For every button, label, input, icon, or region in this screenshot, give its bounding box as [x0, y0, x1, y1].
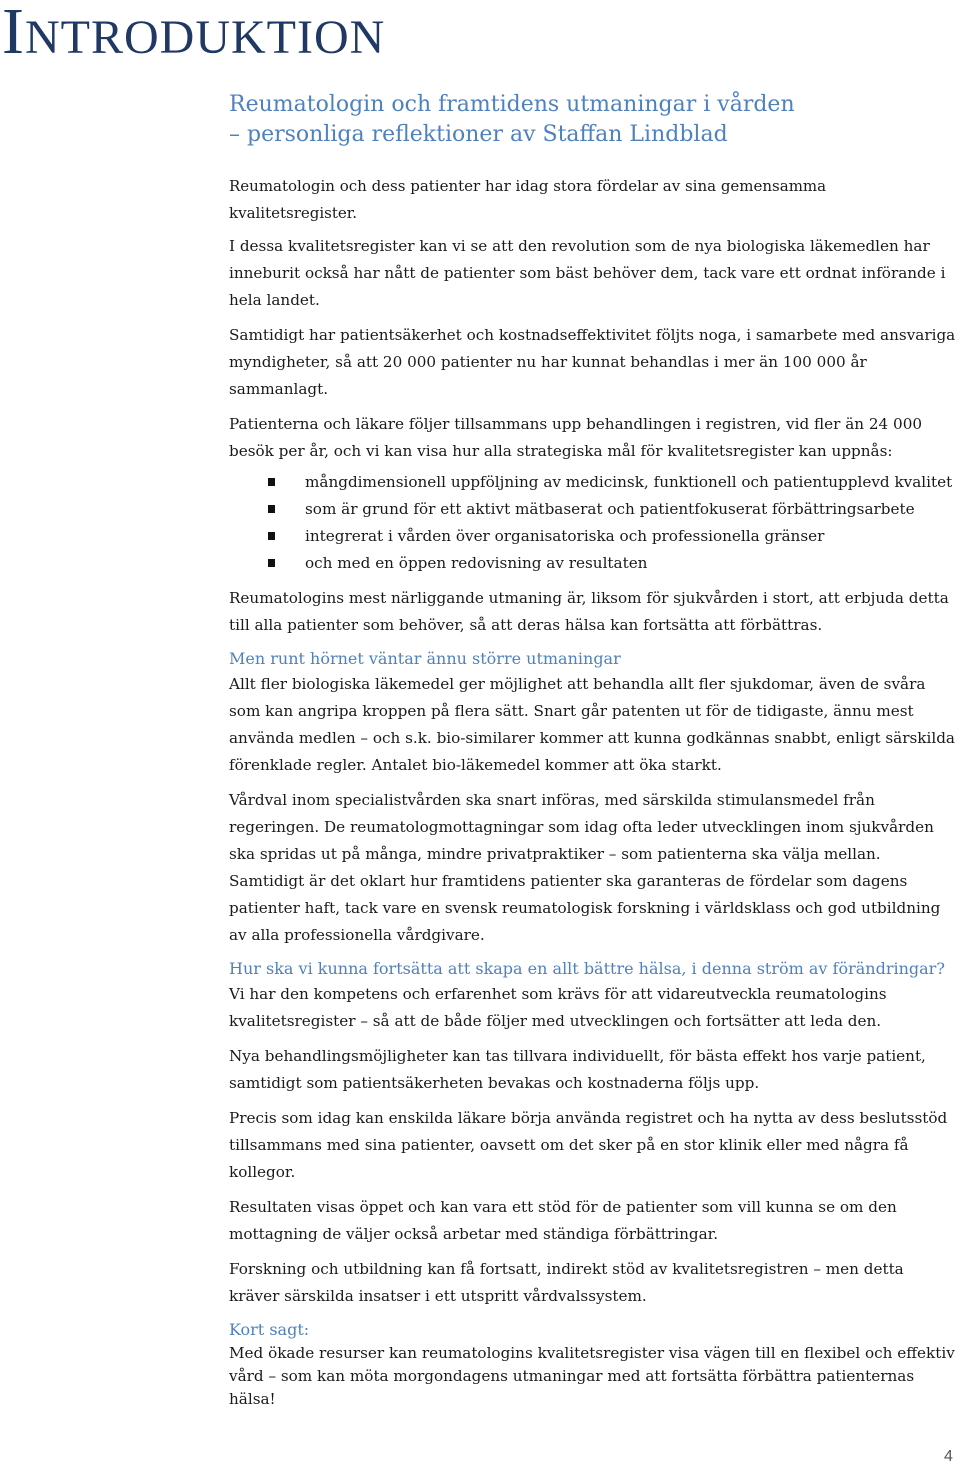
- article-body: [229, 173, 957, 1419]
- section-heading-summary: Kort sagt:: [229, 1320, 310, 1339]
- square-bullet-icon: [268, 559, 275, 567]
- goals-list: [229, 469, 957, 577]
- list-item: [229, 550, 957, 577]
- subtitle-line-2: – personliga reflektioner av Staffan Lindblad: [229, 122, 728, 147]
- paragraph-10: Precis som idag kan enskilda läkare börja använda registret och ha nytta av dess beslutsstöd tillsammans med sina patienter, oavsett om det sker på en stor klinik eller med några få kollegor.: [229, 1109, 948, 1181]
- paragraph-8: Vi har den kompetens och erfarenhet som krävs för att vidareutveckla reumatologins kvalitetsregister – så att de både följer med utvecklingen och fortsätter att leda den.: [229, 985, 887, 1030]
- section-heading-question: Hur ska vi kunna fortsätta att skapa en allt bättre hälsa, i denna ström av förändringar?: [229, 959, 945, 978]
- paragraph-3: Samtidigt har patientsäkerhet och kostnadseffektivitet följts noga, i samarbete med ansvariga myndigheter, så att 20 000 patienter nu har kunnat behandlas i mer än 100 000 år sammanlagt.: [229, 326, 956, 398]
- list-item-text: som är grund för ett aktivt mätbaserat och patientfokuserat förbättringsarbete: [305, 500, 915, 518]
- paragraph-6: Allt fler biologiska läkemedel ger möjlighet att behandla allt fler sjukdomar, även de svåra som kan angripa kroppen på flera sätt. Snart går patenten ut för de tidigaste, ännu mest använda medlen – och s.k. bio-similarer kommer att kunna godkännas snabbt, enligt särskilda förenklade regler. Antalet bio-läkemedel kommer att öka starkt.: [229, 675, 955, 774]
- title-rest: NTRODUKTION: [24, 11, 386, 64]
- square-bullet-icon: [268, 478, 275, 486]
- article-subtitle: [229, 90, 795, 150]
- paragraph-7: Vårdval inom specialistvården ska snart införas, med särskilda stimulansmedel från regeringen. De reumatologmottagningar som idag ofta leder utvecklingen inom sjukvården ska spridas ut på många, mindre privatpraktiker – som patienterna ska välja mellan. Samtidigt är det oklart hur framtidens patienter ska garanteras de fördelar som dagens patienter haft, tack vare en svensk reumatologisk forskning i världsklass och god utbildning av alla professionella vårdgivare.: [229, 791, 941, 944]
- paragraph-9: Nya behandlingsmöjligheter kan tas tillvara individuellt, för bästa effekt hos varje patient, samtidigt som patientsäkerheten bevakas och kostnaderna följs upp.: [229, 1047, 926, 1092]
- list-item: [229, 496, 957, 523]
- title-initial: I: [2, 0, 25, 68]
- paragraph-intro: Reumatologin och dess patienter har idag stora fördelar av sina gemensamma kvalitetsregister.: [229, 177, 827, 222]
- paragraph-5: Reumatologins mest närliggande utmaning är, liksom för sjukvården i stort, att erbjuda detta till alla patienter som behöver, så att deras hälsa kan fortsätta att förbättras.: [229, 589, 949, 634]
- paragraph-11: Resultaten visas öppet och kan vara ett stöd för de patienter som vill kunna se om den mottagning de väljer också arbetar med ständiga förbättringar.: [229, 1198, 897, 1243]
- page-number: 4: [944, 1448, 953, 1465]
- paragraph-2: I dessa kvalitetsregister kan vi se att den revolution som de nya biologiska läkemedlen har inneburit också har nått de patienter som bäst behöver dem, tack vare ett ordnat införande i hela landet.: [229, 237, 946, 309]
- section-heading-challenges: Men runt hörnet väntar ännu större utmaningar: [229, 649, 621, 668]
- list-item-text: mångdimensionell uppföljning av medicinsk, funktionell och patientupplevd kvalitet: [305, 473, 953, 491]
- square-bullet-icon: [268, 532, 275, 540]
- paragraph-summary: Med ökade resurser kan reumatologins kvalitetsregister visa vägen till en flexibel och effektiv vård – som kan möta morgondagens utmaningar med att fortsätta förbättra patienternas hälsa!: [229, 1344, 955, 1408]
- paragraph-4: Patienterna och läkare följer tillsammans upp behandlingen i registren, vid fler än 24 000 besök per år, och vi kan visa hur alla strategiska mål för kvalitetsregister kan uppnås:: [229, 415, 923, 460]
- summary-section: [229, 1318, 957, 1411]
- list-item-text: och med en öppen redovisning av resultaten: [305, 554, 648, 572]
- list-item: [229, 469, 957, 496]
- paragraph-12: Forskning och utbildning kan få fortsatt, indirekt stöd av kvalitetsregistren – men detta kräver särskilda insatser i ett utspritt vårdvalssystem.: [229, 1260, 904, 1305]
- subtitle-line-1: Reumatologin och framtidens utmaningar i vården: [229, 92, 795, 117]
- page-title: [2, 0, 385, 70]
- list-item: [229, 523, 957, 550]
- list-item-text: integrerat i vården över organisatoriska och professionella gränser: [305, 527, 825, 545]
- square-bullet-icon: [268, 505, 275, 513]
